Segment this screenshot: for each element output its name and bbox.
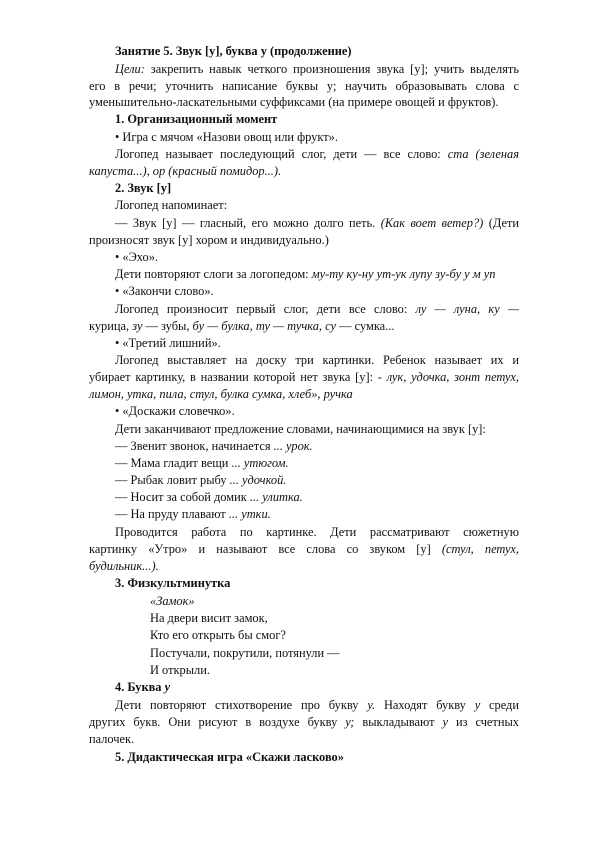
section-5-heading: 5. Дидактическая игра «Скажи ласково» (115, 750, 344, 764)
sentence-line: — Звенит звонок, начинается ... урок. (115, 439, 313, 453)
s2-text-line-2: произносят звук [у] хором и индивидуально.) (89, 233, 329, 247)
syllables-line: Дети повторяют слоги за логопедом: му-ту ку-ну ут-ук лупу зу-бу у м уп (115, 267, 496, 281)
sentences-intro: Дети заканчивают предложение словами, начинающимися на звук [у]: (115, 422, 486, 436)
s4-text-line-3: палочек. (89, 732, 135, 746)
odd-line-3: лимон, утка, пила, стул, булка сумка, хлеб», ручка (89, 387, 353, 401)
section-2-heading: 2. Звук [у] (115, 181, 172, 195)
s1-text-line-2: капуста...), ор (красный помидор...). (89, 164, 282, 178)
section-4-heading: 4. Буква у (115, 680, 171, 694)
finish-line-2: курица, зу — зубы, бу — булка, ту — тучка, су — сумка... (89, 319, 395, 333)
finish-word-item: • «Закончи слово». (115, 284, 214, 298)
poem-title: «Замок» (150, 594, 195, 608)
odd-line-1: Логопед выставляет на доску три картинки. Ребенок называет их и (115, 353, 519, 367)
reminds-line: Логопед напоминает: (115, 198, 228, 212)
sentence-line: — Носит за собой домик ... улитка. (115, 490, 303, 504)
poem-line: Постучали, покрутили, потянули — (150, 646, 340, 660)
poem-line: На двери висит замок, (150, 611, 268, 625)
sentence-line: — Мама гладит вещи ... утюгом. (115, 456, 289, 470)
section-3-heading: 3. Физкультминутка (115, 576, 231, 590)
odd-one-out-item: • «Третий лишний». (115, 336, 221, 350)
poem-line: И открыли. (150, 663, 210, 677)
finish-line-1: Логопед произносит первый слог, дети все слово: лу — луна, ку — (115, 302, 519, 316)
goals-line-1: Цели: закрепить навык четкого произношения звука [у]; учить выделять (115, 62, 519, 76)
picture-line-1: Проводится работа по картинке. Дети рассматривают сюжетную (115, 525, 519, 539)
sentence-line: — На пруду плавают ... утки. (115, 507, 271, 521)
ball-game-item: • Игра с мячом «Назови овощ или фрукт». (115, 130, 338, 144)
picture-line-2: картинку «Утро» и называют все слова со звуком [у] (стул, петух, (89, 542, 519, 556)
s2-text-line-1: — Звук [у] — гласный, его можно долго петь. (Как воет ветер?) (Дети (115, 216, 519, 230)
page-title: Занятие 5. Звук [у], буква у (продолжение) (115, 44, 352, 58)
section-1-heading: 1. Организационный момент (115, 112, 278, 126)
s4-text-line-2: других букв. Они рисуют в воздухе букву у; выкладывают у из счетных (89, 715, 519, 729)
odd-line-2: убирает картинку, в названии которой нет звука [у]: - лук, удочка, зонт петух, (89, 370, 519, 384)
goals-line-2: его в речи; уточнить написание буквы у; научить образовывать слова с (89, 79, 519, 93)
s1-text-line-1: Логопед называет последующий слог, дети — все слово: ста (зеленая (115, 147, 520, 161)
s4-text-line-1: Дети повторяют стихотворение про букву у. Находят букву у среди (115, 698, 519, 712)
goals-label: Цели: (115, 62, 145, 76)
sentence-line: — Рыбак ловит рыбу ... удочкой. (115, 473, 287, 487)
echo-item: • «Эхо». (115, 250, 159, 264)
goals-line-3: уменьшительно-ласкательными суффиксами (на примере овощей и фруктов). (89, 95, 499, 109)
picture-line-3: будильник...). (89, 559, 159, 573)
finish-word-game-item: • «Доскажи словечко». (115, 404, 235, 418)
poem-line: Кто его открыть бы смог? (150, 628, 286, 642)
